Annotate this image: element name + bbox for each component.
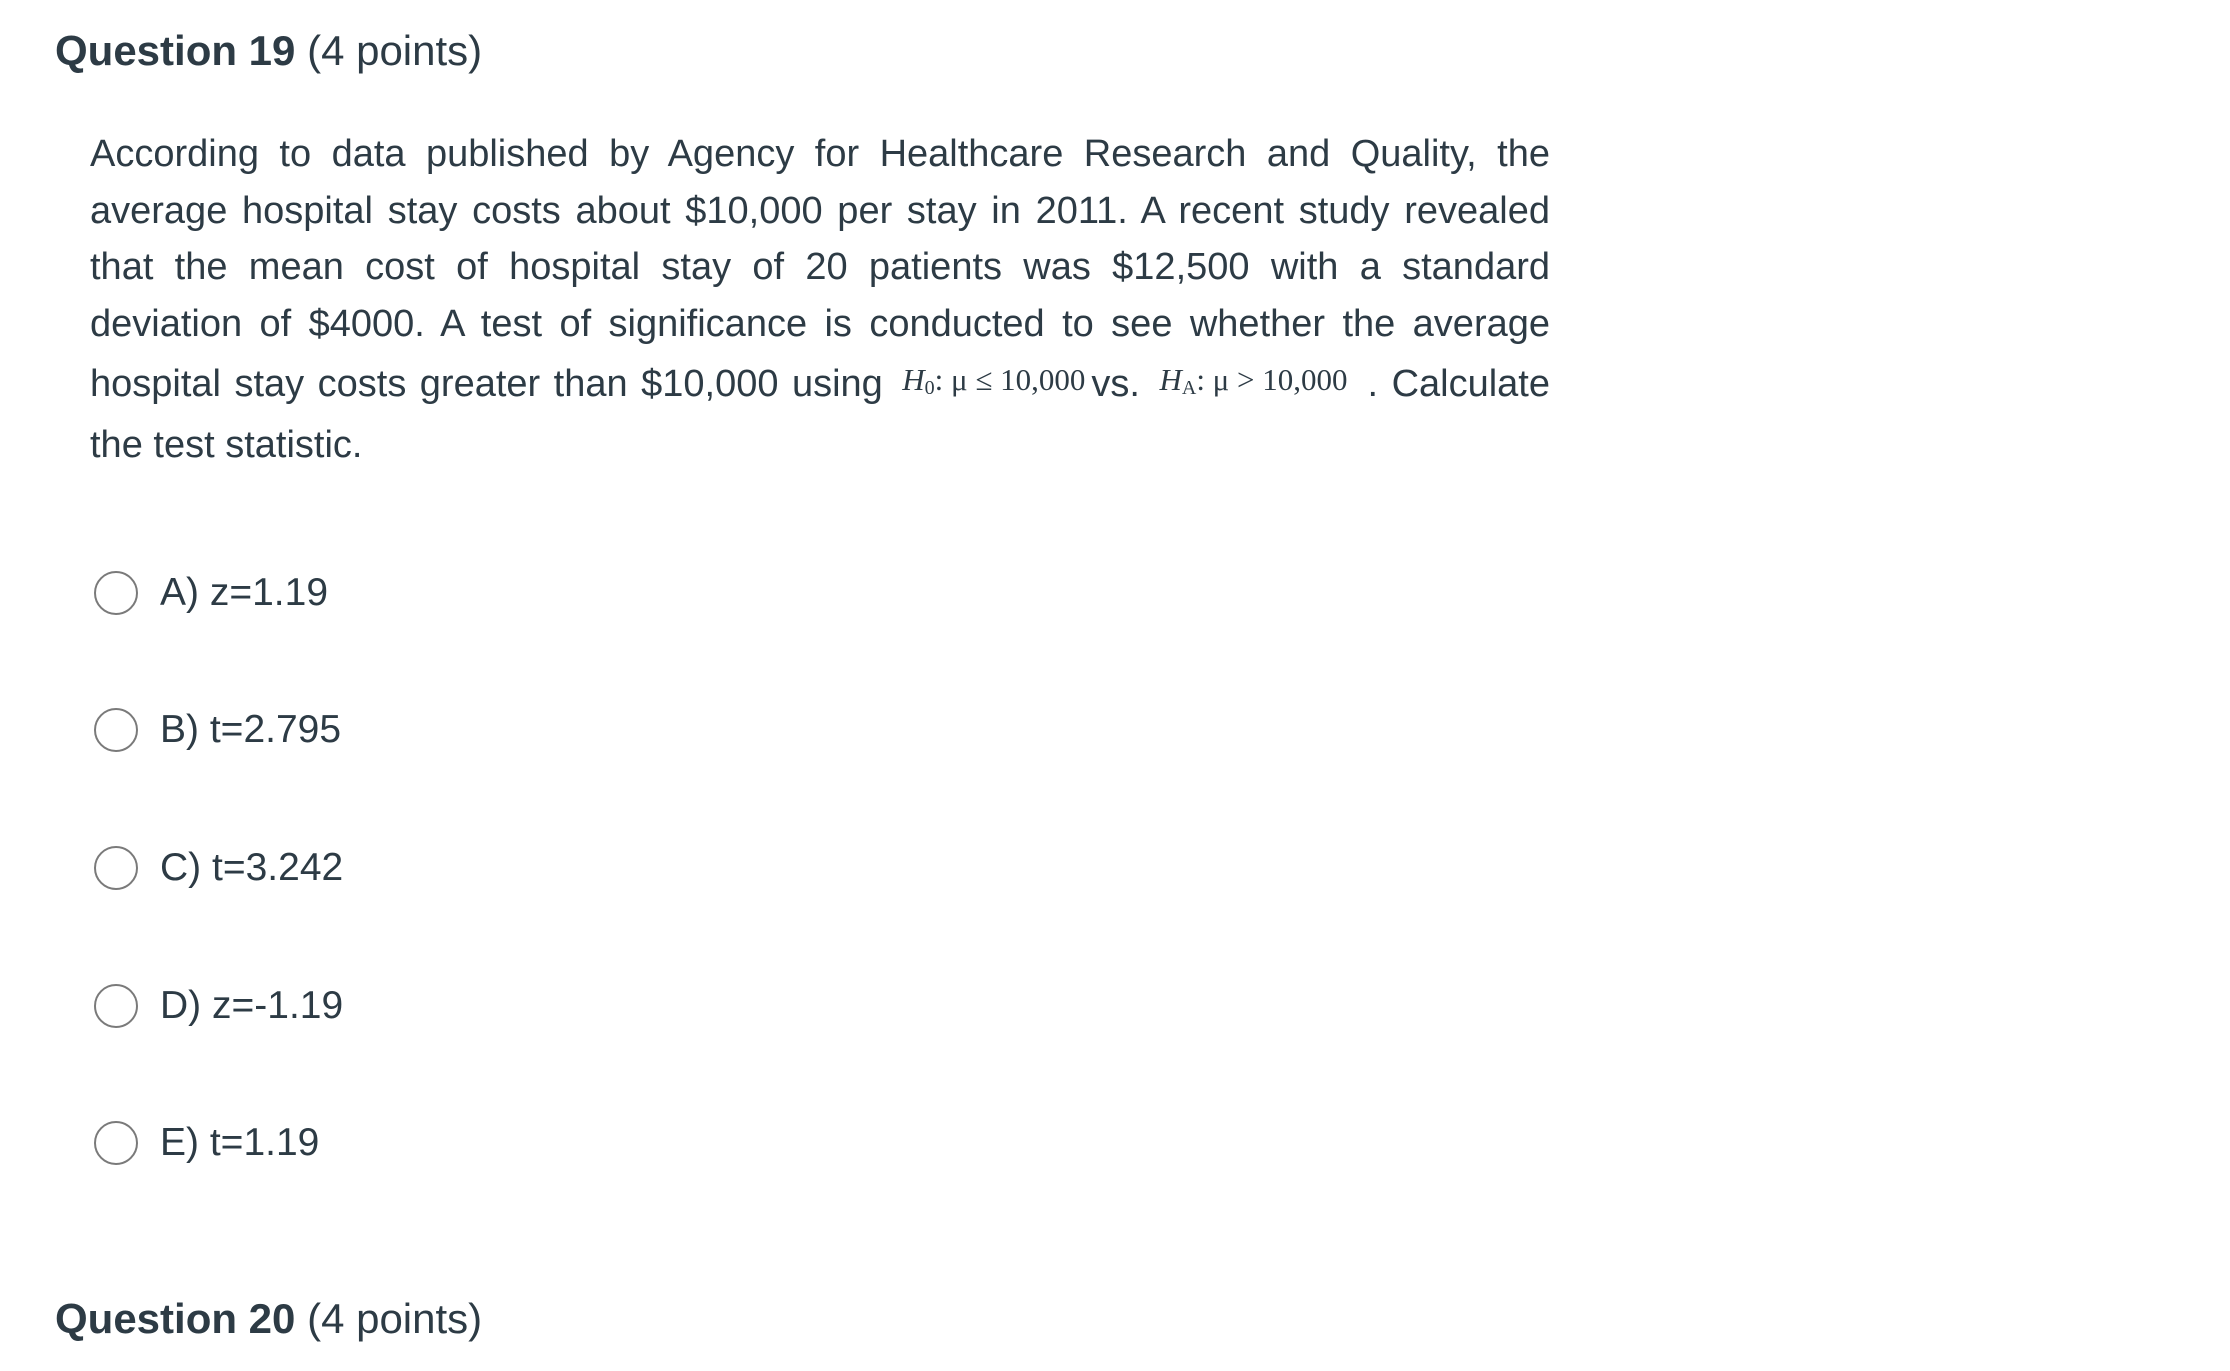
answer-label-c[interactable]: C) t=3.242 [160, 846, 344, 889]
answer-label-a[interactable]: A) z=1.19 [160, 571, 329, 614]
radio-button-d[interactable] [94, 984, 138, 1028]
question-20-header [55, 1295, 483, 1342]
question-19-text [90, 126, 1550, 473]
answer-option-e[interactable] [94, 1115, 319, 1171]
ha-symbol: H [1159, 362, 1182, 397]
answer-option-c[interactable] [94, 840, 343, 896]
answer-option-a[interactable] [94, 565, 328, 621]
answer-option-d[interactable] [94, 978, 343, 1034]
h0-symbol: H [902, 362, 925, 397]
answer-label-d[interactable]: D) z=-1.19 [160, 984, 344, 1027]
question-instruction: Calculate the test statistic. [90, 363, 1550, 466]
answer-label-e[interactable]: E) t=1.19 [160, 1121, 320, 1164]
ha-subscript: A [1181, 377, 1197, 399]
alternative-hypothesis [1159, 352, 1347, 417]
radio-button-a[interactable] [94, 571, 138, 615]
h0-expression: : μ ≤ 10,000 [934, 362, 1086, 397]
question-points: (4 points) [307, 1295, 483, 1342]
question-title: Question 19 [55, 27, 296, 74]
radio-button-e[interactable] [94, 1121, 138, 1165]
sentence-end-dot: . [1367, 363, 1379, 405]
question-points: (4 points) [307, 27, 483, 74]
null-hypothesis [902, 352, 1085, 417]
radio-button-b[interactable] [94, 708, 138, 752]
vs-text: vs. [1091, 363, 1140, 405]
h0-subscript: 0 [924, 377, 935, 399]
question-title: Question 20 [55, 1295, 296, 1342]
answer-option-b[interactable] [94, 702, 341, 758]
ha-expression: : μ > 10,000 [1196, 362, 1348, 397]
answer-label-b[interactable]: B) t=2.795 [160, 708, 342, 751]
question-text-body: According to data published by Agency for Healthcare Research and Quality, the average hospital stay costs about $10,000 per stay in 2011. A recent study revealed that the mean cost of hospital stay of 20 patients was $12,500 with a standard deviation of $4000. A test of significance is conducted to see whether the average hospital stay costs greater than $10,000 using [90, 133, 1550, 405]
question-19-header [55, 27, 483, 74]
radio-button-c[interactable] [94, 846, 138, 890]
